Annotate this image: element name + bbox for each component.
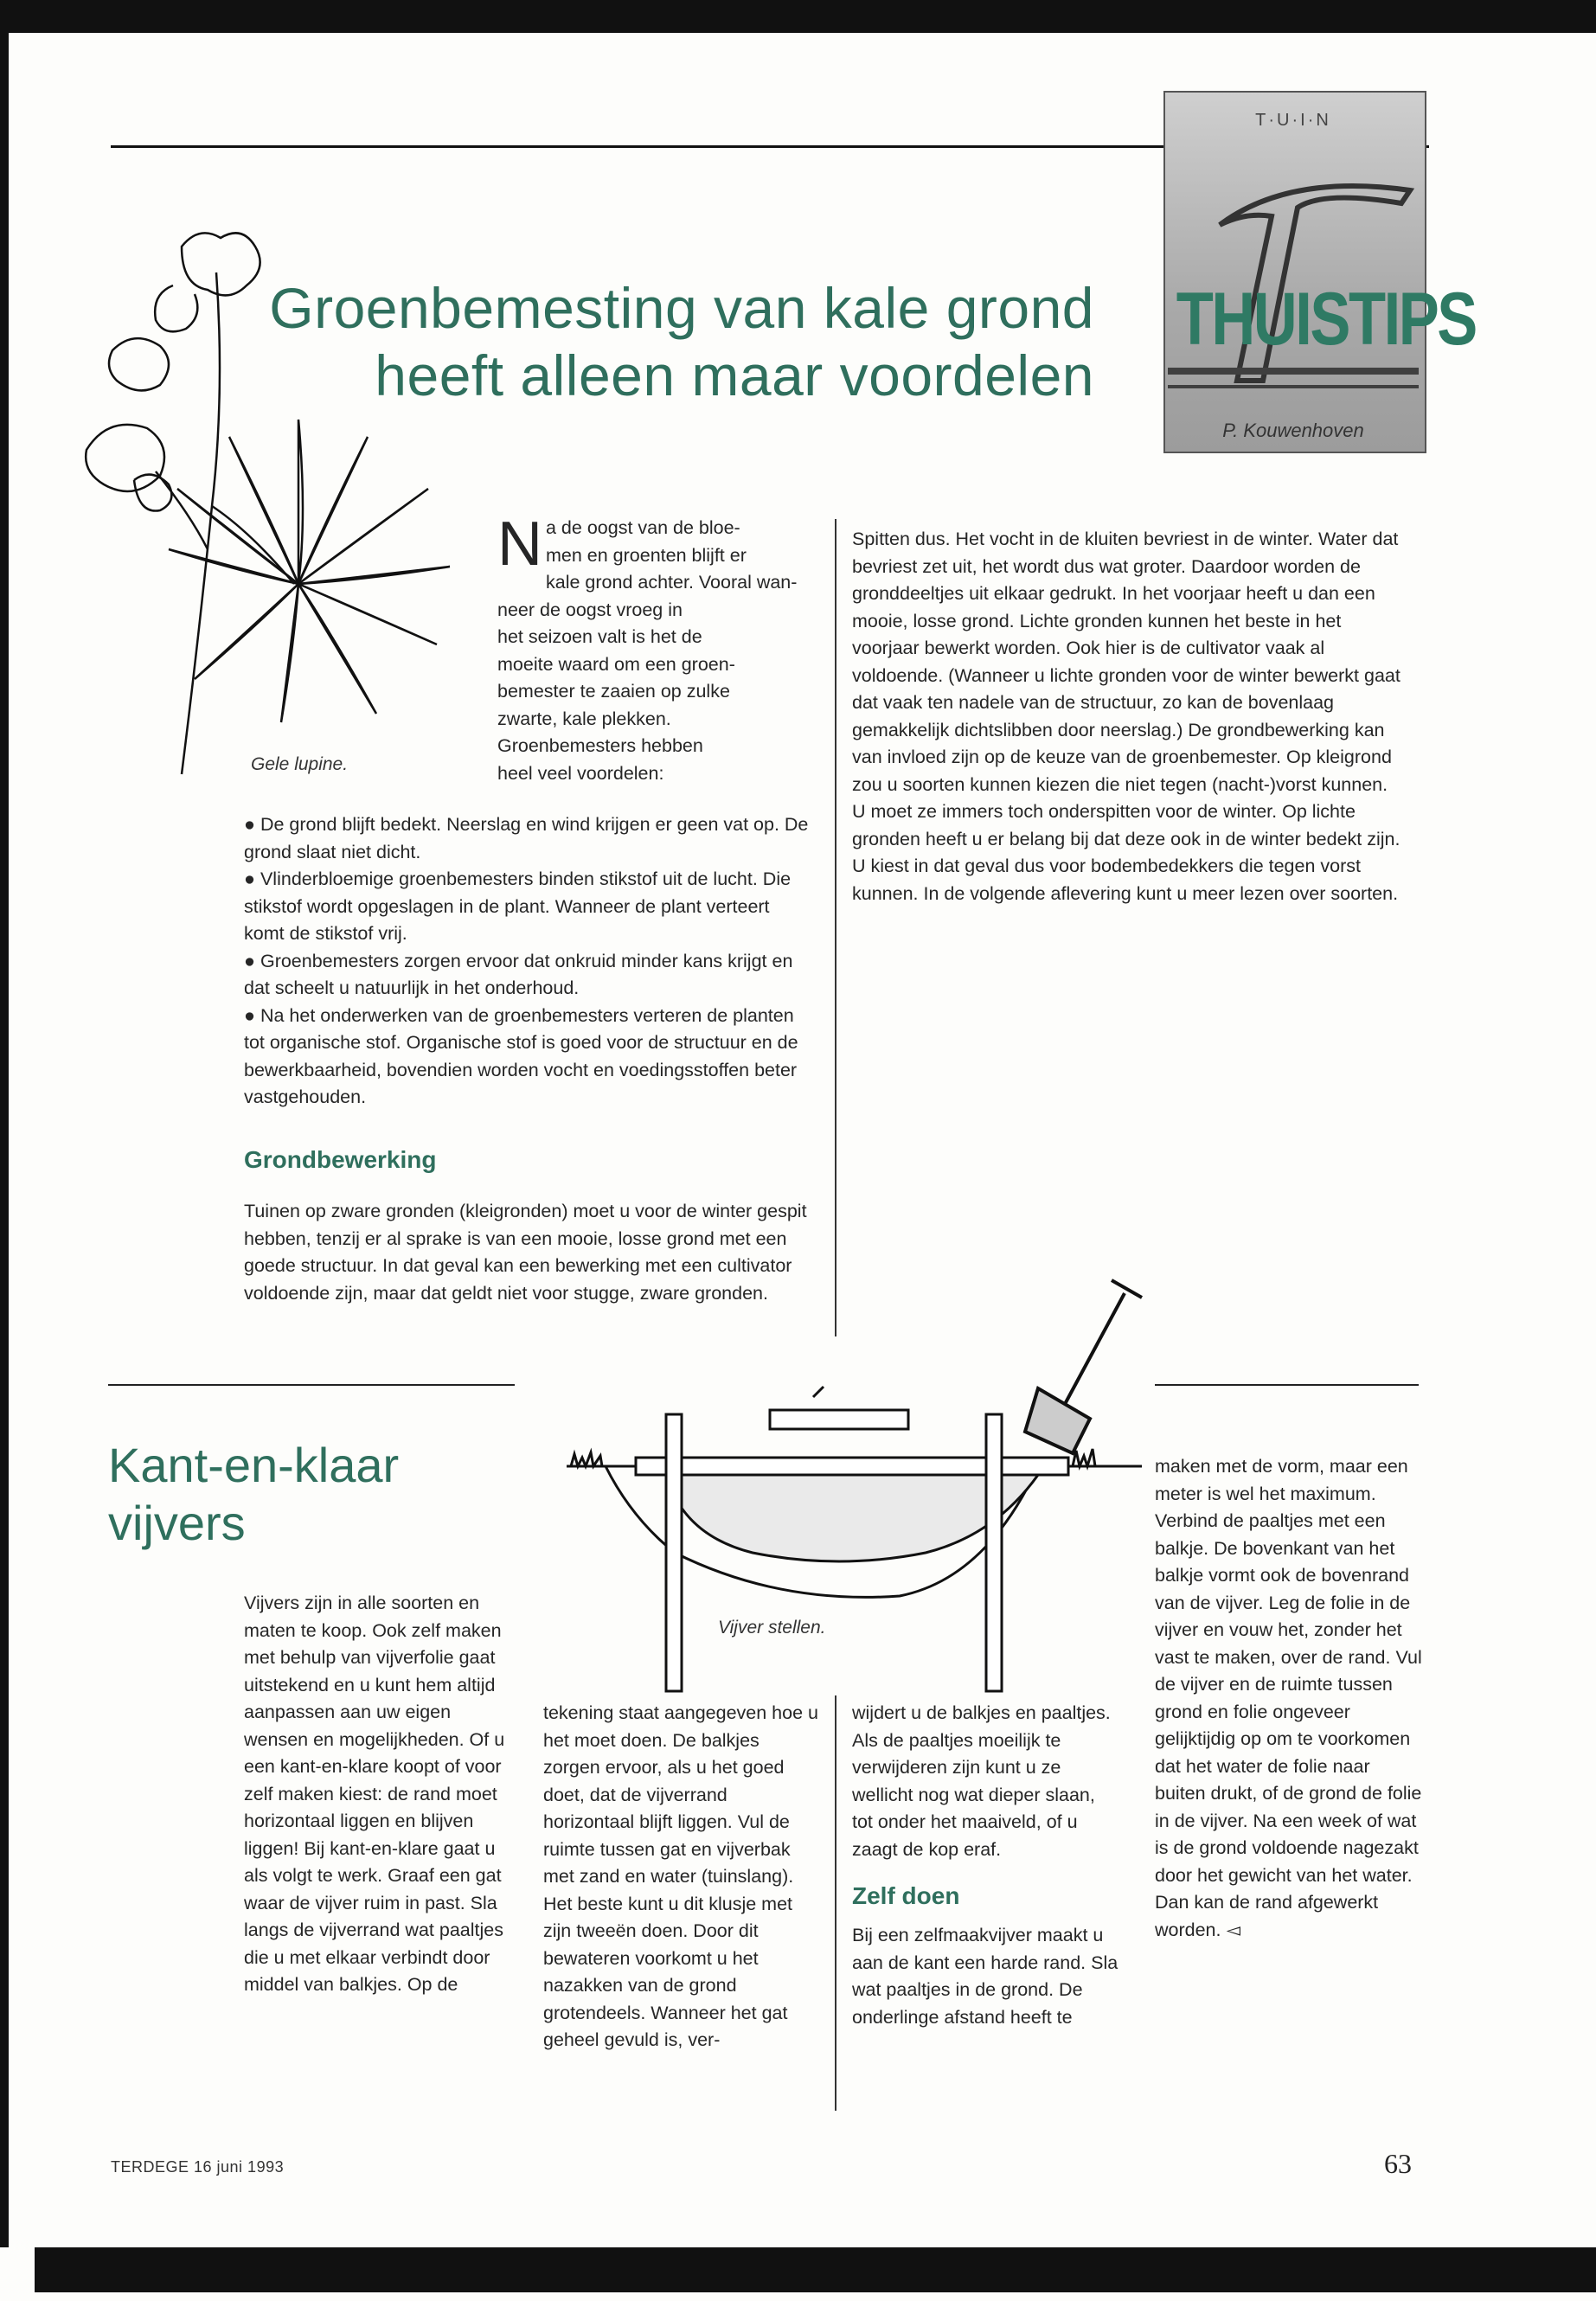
bullet-item: ● De grond blijft bedekt. Neerslag en wind krijgen er geen vat op. De grond slaat niet dicht. [244, 814, 809, 862]
intro-line: Groenbemesters hebben [497, 735, 703, 756]
article2-title-line-1: Kant-en-klaar [108, 1438, 400, 1492]
intro-line: heel veel voordelen: [497, 762, 664, 784]
footer-magazine: TERDEGE 16 juni 1993 [111, 2158, 285, 2176]
subhead-grondbewerking: Grondbewerking [244, 1146, 437, 1173]
bullet-item: ● Na het onderwerken van de groenbemesters verteren de planten tot organische stof. Organische stof is goed voor de structuur en de bewerkbaarheid, bovendien worden vocht en voedingsstoffen beter vastgehouden. [244, 1004, 798, 1107]
top-border-bar [0, 0, 1596, 33]
pond-illustration [554, 1259, 1151, 1708]
bullet-item: ● Vlinderbloemige groenbemesters binden stikstof uit de lucht. Die stikstof wordt opgeslagen in de plant. Wanneer de plant verteert komt de stikstof vrij. [244, 868, 792, 944]
lupine-caption: Gele lupine. [251, 754, 349, 774]
intro-line: bemester te zaaien op zulke [497, 681, 730, 702]
dropcap: N [497, 510, 542, 579]
article2-column-1: Vijvers zijn in alle soorten en maten te koop. Ook zelf maken met behulp van vijverfolie gaat uitstekend en u kunt hem altijd aanpassen aan uw eigen wensen en mogelijkheden. Of u een kant-en-klare koopt of voor zelf maken kiest: de rand moet horizontaal liggen en blijven liggen! Bij kant-en-klare gaat u als volgt te werk. Graaf een gat waar de vijver ruim in past. Sla langs de vijverrand wat paaltjes die u met elkaar verbindt door middel van balkjes. Op de [244, 1593, 505, 1995]
headline-line-2: heeft alleen maar voordelen [375, 343, 1094, 407]
headline-line-1: Groenbemesting van kale grond [269, 276, 1094, 340]
header-rule [111, 145, 1166, 148]
left-border-bar [0, 33, 9, 2247]
article2-column-3b: Bij een zelfmaakvijver maakt u aan de kant een harde rand. Sla wat paaltjes in de grond. De onderlinge afstand heeft te [852, 1925, 1118, 2028]
column-divider-2 [835, 1695, 836, 2111]
grondbewerking-text: Tuinen op zware gronden (kleigronden) moet u voor de winter gespit hebben, tenzij er al sprake is van een mooie, losse grond met een goede structuur. In dat geval kan een bewerking met een cultivator voldoende zijn, maar dat geldt niet voor stugge, zware gronden. [244, 1201, 807, 1304]
intro-line: a de oogst van de bloe- [546, 517, 740, 538]
intro-line: kale grond achter. Vooral wan- [546, 572, 798, 593]
subhead-zelf-doen: Zelf doen [852, 1882, 960, 1909]
article1-intro [497, 510, 826, 787]
end-mark-icon: ◅ [1226, 1919, 1241, 1940]
page-number: 63 [1384, 2148, 1412, 2179]
section-rule-right [1155, 1384, 1419, 1386]
pond-caption: Vijver stellen. [718, 1618, 826, 1638]
intro-line: men en groenten blijft er [546, 544, 747, 566]
section-label: T·U·I·N [1255, 111, 1331, 130]
bullet-item: ● Groenbemesters zorgen ervoor dat onkruid minder kans krijgt en dat scheelt u natuurlijk in het onderhoud. [244, 950, 793, 998]
intro-line: het seizoen valt is het de [497, 626, 702, 647]
article2-title [108, 1436, 541, 1552]
intro-line: moeite waard om een groen- [497, 653, 735, 675]
column-divider [835, 519, 836, 1336]
section-rule-left [108, 1384, 515, 1386]
article2-column-3a: wijdert u de balkjes en paaltjes. Als de paaltjes moeilijk te verwijderen zijn kunt u ze wellicht nog wat dieper slaan, tot onder het maaiveld, of u zaagt de kop eraf. [852, 1702, 1111, 1860]
article1-bullets [244, 811, 815, 1112]
article2-column-2: tekening staat aangegeven hoe u het moet doen. De balkjes zorgen ervoor, als u het goed doet, dat de vijverrand horizontaal blijft liggen. Vul de ruimte tussen gat en vijverbak met zand en water (tuinslang). Het beste kunt u dit klusje met zijn tweeën doen. Door dit bewateren voorkomt u het nazakken van de grond grotendeels. Wanneer het gat geheel gevuld is, ver- [543, 1702, 818, 2050]
article2-column-3 [852, 1700, 1120, 2031]
bottom-border-bar [35, 2247, 1596, 2292]
column-4-text: maken met de vorm, maar een meter is wel het maximum. Verbind de paaltjes met een balkje. De bovenkant van het balkje vormt ook de bovenrand van de vijver. Leg de folie in de vijver en vouw het, zonder het vast te maken, over de rand. Vul de vijver en de ruimte tussen grond en folie ongeveer gelijktijdig op om te voorkomen dat het water de folie naar buiten drukt, of de grond de folie in de vijver. Na een week of wat is de grond voldoende nagezakt door het gewicht van het water. Dan kan de rand afgewerkt worden. [1155, 1456, 1422, 1940]
intro-line: zwarte, kale plekken. [497, 708, 671, 729]
intro-line: neer de oogst vroeg in [497, 599, 683, 620]
logo-title: THUISTIPS [1176, 278, 1476, 361]
article2-title-line-2: vijvers [108, 1496, 246, 1551]
article1-right-column: Spitten dus. Het vocht in de kluiten bevriest in de winter. Water dat bevriest zet uit, het wordt dus wat groter. Daardoor worden de gronddeeltjes uit elkaar gedrukt. In het voorjaar heeft u dan een mooie, losse grond. Lichte gronden kunnen het beste in het voorjaar bewerkt worden. Ook hier is de cultivator vaak al voldoende. (Wanneer u lichte gronden voor de winter bewerkt gaat dat vaak ten nadele van de structuur, zo kan de bovenlaag gemakkelijk dichtslibben door neerslag.) De grondbewerking kan van invloed zijn op de keuze van de groenbemester. Op kleigrond zou u soorten kunnen kiezen die niet tegen (nacht-)vorst kunnen. U moet ze immers toch onderspitten voor de winter. Op lichte gronden heeft u er belang bij dat deze ook in de winter bedekt zijn. U kiest in dat geval dus voor bodembedekkers die tegen vorst kunnen. In de volgende aflevering kunt u meer lezen over soorten. [852, 529, 1401, 904]
intro-lines [497, 510, 826, 787]
shovel-icon [1025, 1280, 1142, 1453]
lupine-illustration [52, 221, 476, 792]
article2-column-4 [1155, 1453, 1423, 1944]
author-name: P. Kouwenhoven [1222, 420, 1364, 441]
